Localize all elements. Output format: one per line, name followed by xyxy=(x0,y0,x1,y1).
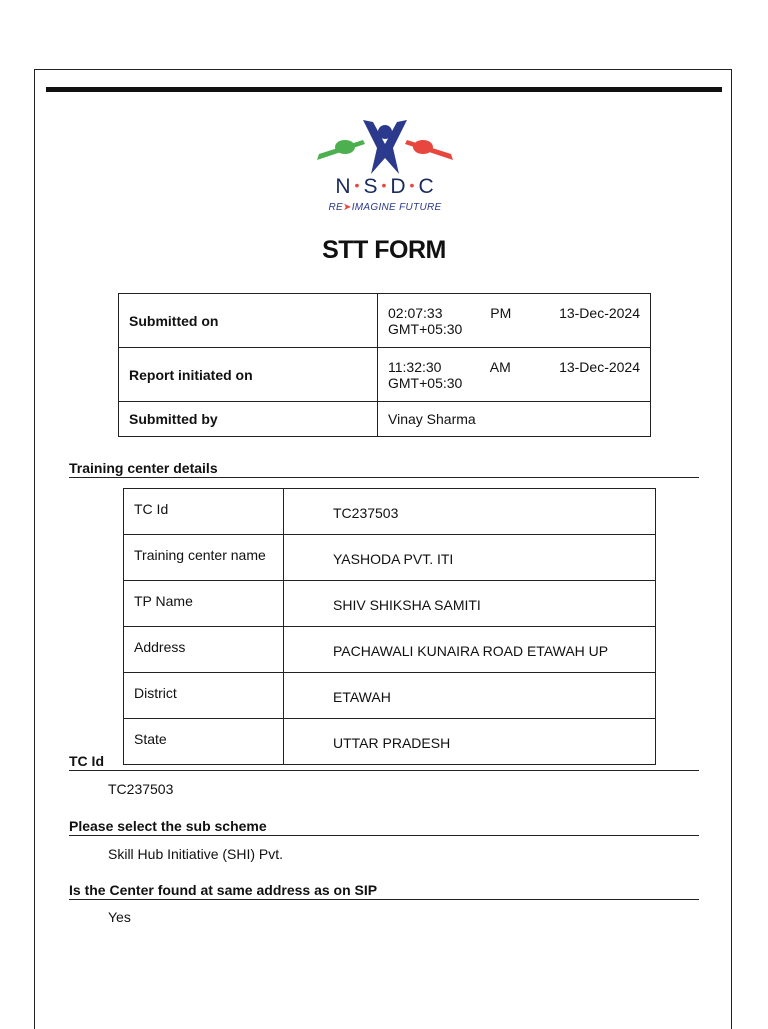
time: 11:32:30 xyxy=(388,358,442,375)
logo-figures-icon xyxy=(305,118,465,176)
meta-label: Submitted by xyxy=(119,402,378,437)
tc-value: PACHAWALI KUNAIRA ROAD ETAWAH UP xyxy=(284,627,656,673)
meta-value xyxy=(378,348,651,402)
question-heading: Please select the sub scheme xyxy=(69,818,699,836)
tc-value: YASHODA PVT. ITI xyxy=(284,535,656,581)
table-row xyxy=(124,489,656,535)
logo-letter: D xyxy=(390,175,407,198)
tc-value: TC237503 xyxy=(284,489,656,535)
tc-label: State xyxy=(124,719,284,765)
logo-letters: N • S • D • C xyxy=(335,175,435,198)
tagline-rest: IMAGINE FUTURE xyxy=(351,202,442,213)
date: 13-Dec-2024 xyxy=(559,358,640,375)
question-answer: Skill Hub Initiative (SHI) Pvt. xyxy=(108,846,284,862)
timezone: GMT+05:30 xyxy=(388,320,463,337)
table-row xyxy=(119,402,651,437)
table-row xyxy=(124,673,656,719)
logo-letter: C xyxy=(418,175,435,198)
page-title: STT FORM xyxy=(322,236,446,264)
tc-label: TP Name xyxy=(124,581,284,627)
nsdc-logo xyxy=(305,118,465,218)
section-heading: Training center details xyxy=(69,460,699,478)
tagline-prefix: RE xyxy=(328,202,344,213)
logo-tagline xyxy=(305,202,465,213)
tc-value: SHIV SHIKSHA SAMITI xyxy=(284,581,656,627)
tc-label: Training center name xyxy=(124,535,284,581)
tc-label: TC Id xyxy=(124,489,284,535)
table-row xyxy=(124,535,656,581)
ampm: AM xyxy=(489,358,511,375)
meta-label: Submitted on xyxy=(119,294,378,348)
tc-label: District xyxy=(124,673,284,719)
question-heading: Is the Center found at same address as on SIP xyxy=(69,882,699,900)
top-rule xyxy=(46,87,722,92)
tc-label: Address xyxy=(124,627,284,673)
table-row xyxy=(119,348,651,402)
table-row xyxy=(124,581,656,627)
meta-value xyxy=(378,294,651,348)
tc-value: UTTAR PRADESH xyxy=(284,719,656,765)
logo-letter: N xyxy=(335,175,352,198)
arrow-icon: ➤ xyxy=(343,202,352,213)
submission-meta-table xyxy=(118,293,651,437)
meta-label: Report initiated on xyxy=(119,348,378,402)
logo-letter: S xyxy=(363,175,379,198)
question-heading: TC Id xyxy=(69,753,699,771)
time: 02:07:33 xyxy=(388,304,443,321)
table-row xyxy=(119,294,651,348)
table-row xyxy=(124,627,656,673)
timezone: GMT+05:30 xyxy=(388,374,463,391)
question-answer: TC237503 xyxy=(108,781,174,797)
ampm: PM xyxy=(490,304,512,321)
meta-value: Vinay Sharma xyxy=(378,402,651,437)
training-center-table xyxy=(123,488,656,765)
tc-value: ETAWAH xyxy=(284,673,656,719)
question-answer: Yes xyxy=(108,909,131,925)
date: 13-Dec-2024 xyxy=(559,304,640,321)
